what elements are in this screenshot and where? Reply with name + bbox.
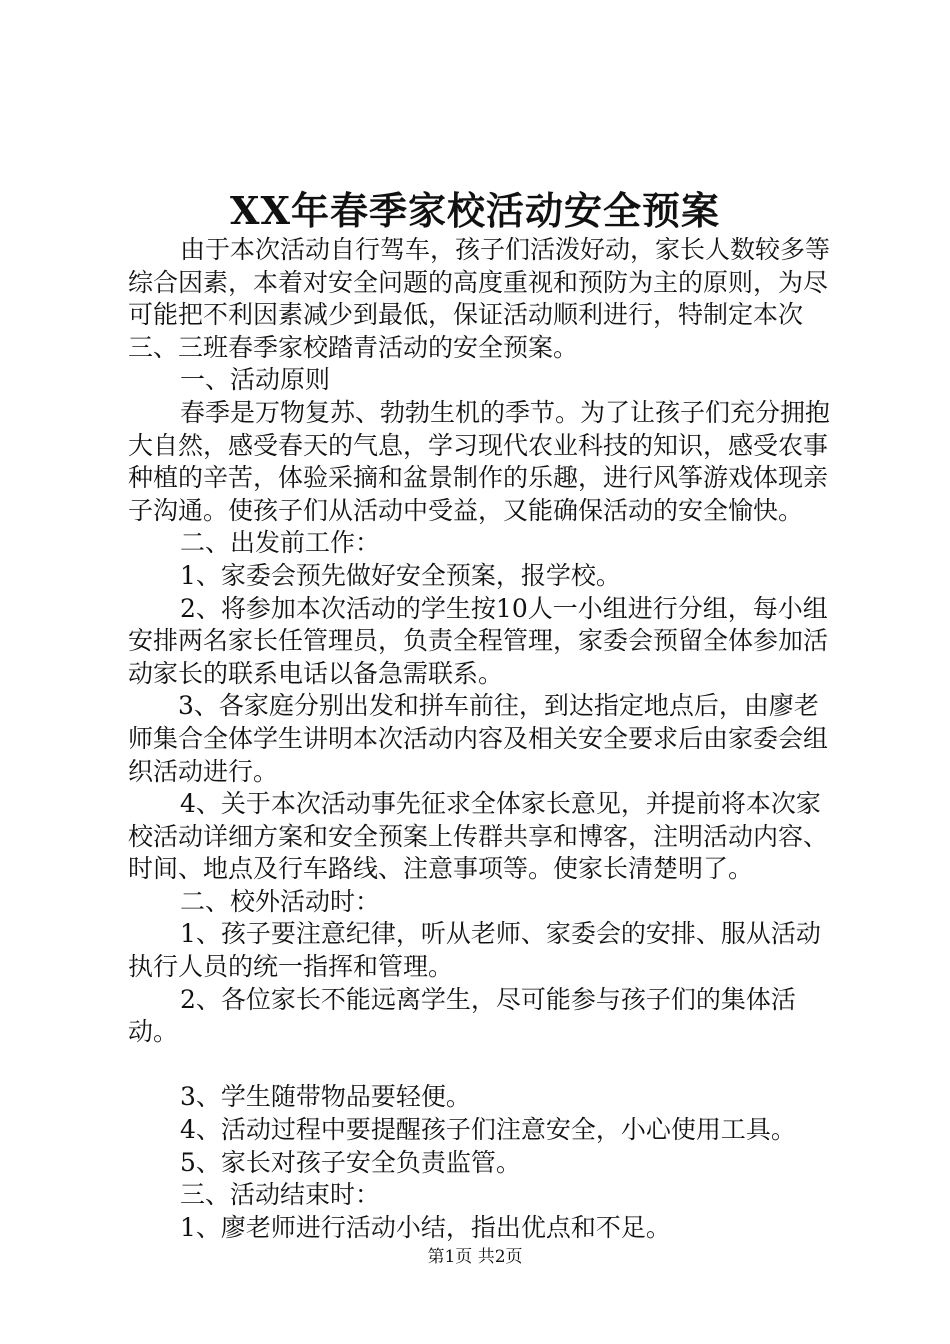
list-item: 2、将参加本次活动的学生按10人一小组进行分组，每小组安排两名家长任管理员，负责全程管理，家委会预留全体参加活动家长的联系电话以备急需联系。 xyxy=(128,593,829,688)
paragraph: 春季是万物复苏、勃勃生机的季节。为了让孩子们充分拥抱大自然，感受春天的气息，学习现代农业科技的知识，感受农事种植的辛苦，体验采摘和盆景制作的乐趣，进行风筝游戏体现亲子沟通。使孩子们从活动中受益，又能确保活动的安全愉快。 xyxy=(128,397,831,525)
list-item: 5、家长对孩子安全负责监管。 xyxy=(180,1147,521,1177)
section-heading: 二、出发前工作： xyxy=(180,528,381,558)
list-item: 1、廖老师进行活动小结，指出优点和不足。 xyxy=(180,1212,671,1242)
list-item: 4、关于本次活动事先征求全体家长意见，并提前将本次家校活动详细方案和安全预案上传群共享和博客，注明活动内容、时间、地点及行车路线、注意事项等。使家长清楚明了。 xyxy=(128,789,829,884)
list-item: 4、活动过程中要提醒孩子们注意安全，小心使用工具。 xyxy=(180,1115,796,1145)
document-body xyxy=(128,234,838,1244)
list-item: 3、学生随带物品要轻便。 xyxy=(180,1082,471,1112)
list-item: 2、各位家长不能远离学生，尽可能参与孩子们的集体活动。 xyxy=(128,984,796,1047)
list-item: 1、孩子要注意纪律，听从老师、家委会的安排、服从活动执行人员的统一指挥和管理。 xyxy=(128,919,821,982)
intro-paragraph: 由于本次活动自行驾车，孩子们活泼好动，家长人数较多等综合因素，本着对安全问题的高度重视和预防为主的原则，为尽可能把不利因素减少到最低，保证活动顺利进行，特制定本次三、三班春季家校踏青活动的安全预案。 xyxy=(128,235,831,362)
list-item: 1、家委会预先做好安全预案，报学校。 xyxy=(180,560,621,590)
blank-line xyxy=(128,1049,838,1082)
section-heading: 二、校外活动时： xyxy=(180,886,381,916)
section-heading: 一、活动原则 xyxy=(180,365,331,395)
document-title: XX年春季家校活动安全预案 xyxy=(230,188,720,233)
list-item: 3、各家庭分别出发和拼车前往，到达指定地点后，由廖老师集合全体学生讲明本次活动内容及相关安全要求后由家委会组织活动进行。 xyxy=(128,691,829,786)
section-heading: 三、活动结束时： xyxy=(180,1180,381,1210)
page-footer: 第1页 共2页 xyxy=(427,1247,523,1267)
